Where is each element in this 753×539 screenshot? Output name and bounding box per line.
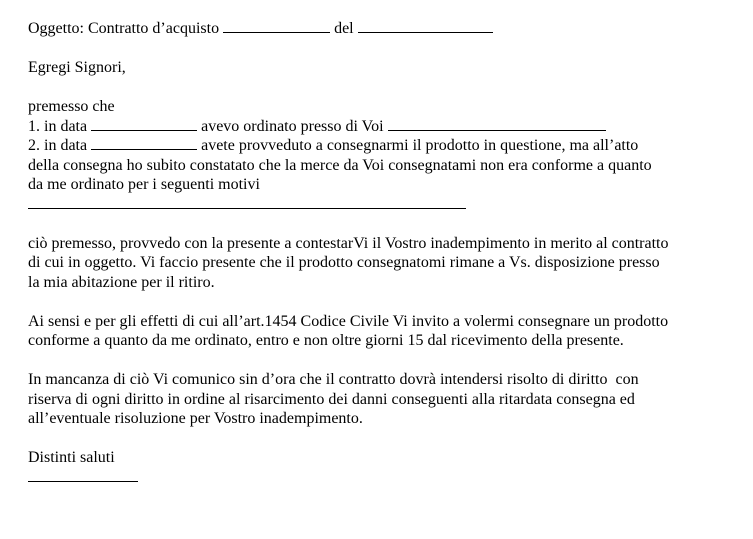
paragraph1-line: di cui in oggetto. Vi faccio presente che il prodotto consegnatomi rimane a Vs. disposizione presso xyxy=(28,254,660,271)
premise-intro: premesso che xyxy=(28,98,115,115)
paragraph3-line: In mancanza di ciò Vi comunico sin d’ora che il contratto dovrà intendersi risolto di diritto con xyxy=(28,371,639,388)
reasons-line xyxy=(28,195,728,215)
paragraph2-line: conforme a quanto da me ordinato, entro e non oltre giorni 15 dal ricevimento della presente. xyxy=(28,332,624,349)
item2-prefix: 2. in data xyxy=(28,137,88,154)
item1-prefix: 1. in data xyxy=(28,117,88,135)
paragraph2-line: Ai sensi e per gli effetti di cui all’art.1454 Codice Civile Vi invito a volermi consegnare un prodotto xyxy=(28,312,669,330)
paragraph1-line: ciò premesso, provvedo con la presente a contestarVi il Vostro inadempimento in merito al contratto xyxy=(28,234,669,252)
item1-middle: avevo ordinato presso di Voi xyxy=(201,117,384,135)
subject-del: del xyxy=(334,20,354,37)
paragraph1-line: la mia abitazione per il ritiro. xyxy=(28,273,215,291)
greeting: Egregi Signori, xyxy=(28,59,126,76)
signature-line xyxy=(28,468,728,488)
date-blank xyxy=(358,19,493,33)
signature-blank xyxy=(28,468,138,482)
premise-item-1 xyxy=(28,117,728,137)
reasons-blank xyxy=(28,195,466,209)
closing: Distinti saluti xyxy=(28,449,115,466)
subject-label: Oggetto: Contratto d’acquisto xyxy=(28,20,220,37)
product-blank xyxy=(388,117,606,131)
item2-rest: avete provveduto a consegnarmi il prodotto in questione, ma all’atto xyxy=(201,137,639,154)
paragraph3-line: all’eventuale risoluzione per Vostro inadempimento. xyxy=(28,410,363,427)
letter-document xyxy=(28,19,728,487)
premise-line-3: della consegna ho subito constatato che la merce da Voi consegnatami non era conforme a quanto xyxy=(28,156,652,174)
premise-item-2 xyxy=(28,136,728,156)
paragraph3-line: riserva di ogni diritto in ordine al risarcimento dei danni conseguenti alla ritardata consegna ed xyxy=(28,390,635,408)
order-date-blank xyxy=(91,117,197,131)
premise-line-4: da me ordinato per i seguenti motivi xyxy=(28,176,260,193)
contract-blank xyxy=(223,19,330,33)
delivery-date-blank xyxy=(91,136,197,150)
subject-line xyxy=(28,19,728,39)
